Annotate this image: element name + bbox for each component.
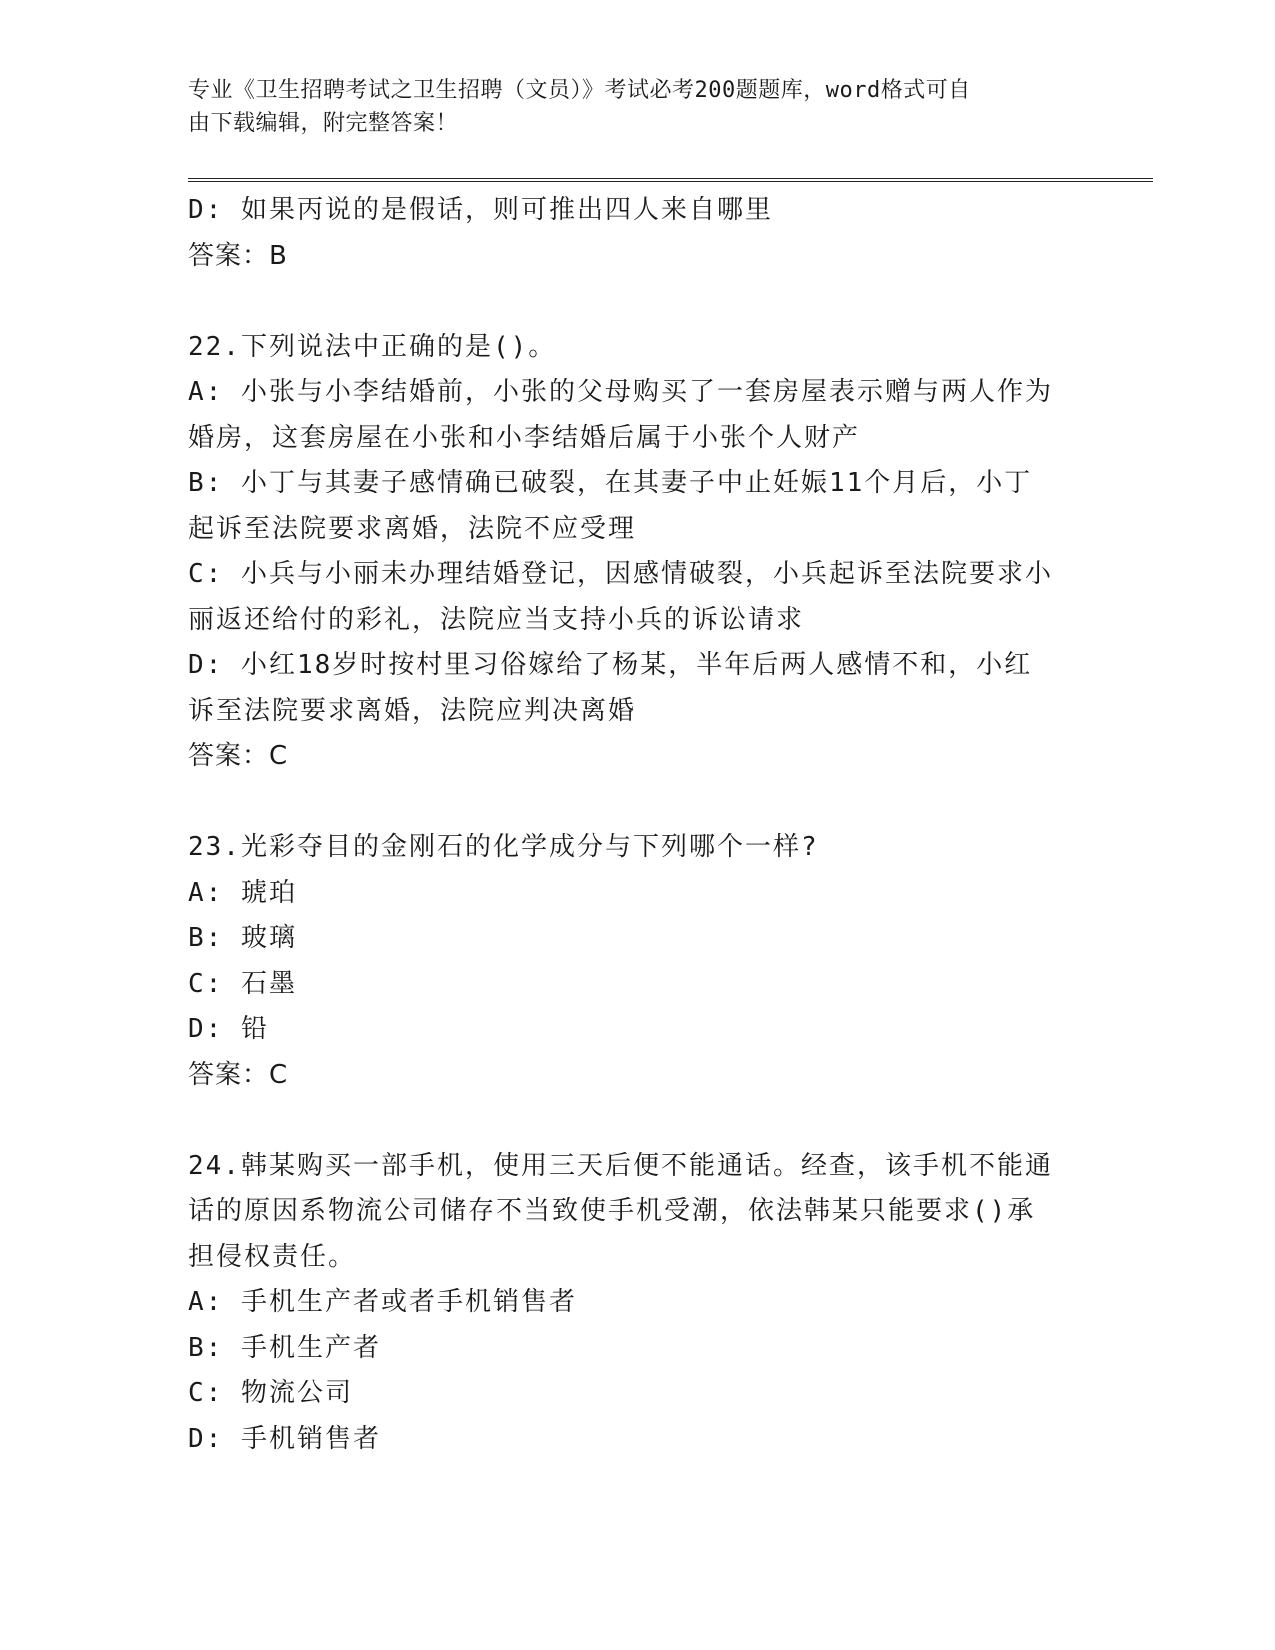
option-d: D: 手机销售者 xyxy=(188,1423,381,1454)
answer: 答案：C xyxy=(188,1059,289,1090)
document-header xyxy=(188,74,1068,140)
spacer xyxy=(188,1098,1068,1144)
question-title: 24.韩某购买一部手机，使用三天后便不能通话。经查，该手机不能通 xyxy=(188,1150,1053,1181)
option-d: D: 如果丙说的是假话，则可推出四人来自哪里 xyxy=(188,195,773,225)
option-a: A: 琥珀 xyxy=(188,877,297,908)
question-23 xyxy=(188,825,1068,1098)
option-a-cont: 婚房，这套房屋在小张和小李结婚后属于小张个人财产 xyxy=(188,422,861,453)
option-b-cont: 起诉至法院要求离婚，法院不应受理 xyxy=(188,513,637,544)
question-21-tail xyxy=(188,188,1068,279)
option-b: B: 小丁与其妻子感情确已破裂，在其妻子中止妊娠11个月后，小丁 xyxy=(188,468,1033,498)
question-title-cont: 话的原因系物流公司储存不当致使手机受潮，依法韩某只能要求()承 xyxy=(188,1196,1036,1226)
question-title: 23.光彩夺目的金刚石的化学成分与下列哪个一样? xyxy=(188,832,819,862)
answer: 答案：C xyxy=(188,741,289,771)
option-b: B: 手机生产者 xyxy=(188,1332,381,1363)
option-d: D: 小红18岁时按村里习俗嫁给了杨某，半年后两人感情不和，小红 xyxy=(188,650,1033,680)
question-title: 22.下列说法中正确的是()。 xyxy=(188,331,557,362)
option-c: C: 小兵与小丽未办理结婚登记，因感情破裂，小兵起诉至法院要求小 xyxy=(188,559,1053,589)
spacer xyxy=(188,279,1068,325)
option-d-cont: 诉至法院要求离婚，法院应判决离婚 xyxy=(188,695,637,726)
header-line-2: 由下载编辑，附完整答案！ xyxy=(188,111,459,136)
header-line-1: 专业《卫生招聘考试之卫生招聘（文员）》考试必考200题题库，word格式可自 xyxy=(188,78,971,103)
option-c-cont: 丽返还给付的彩礼，法院应当支持小兵的诉讼请求 xyxy=(188,604,805,635)
document-body xyxy=(188,188,1068,1462)
option-c: C: 物流公司 xyxy=(188,1378,353,1408)
option-c: C: 石墨 xyxy=(188,968,297,999)
spacer xyxy=(188,780,1068,826)
question-title-cont: 担侵权责任。 xyxy=(188,1241,357,1272)
option-a: A: 手机生产者或者手机销售者 xyxy=(188,1287,577,1317)
question-22 xyxy=(188,325,1068,780)
option-d: D: 铅 xyxy=(188,1014,269,1044)
answer: 答案：B xyxy=(188,240,288,271)
option-b: B: 玻璃 xyxy=(188,923,297,953)
option-a: A: 小张与小李结婚前，小张的父母购买了一套房屋表示赠与两人作为 xyxy=(188,377,1053,407)
header-divider xyxy=(188,178,1153,182)
question-24 xyxy=(188,1144,1068,1463)
